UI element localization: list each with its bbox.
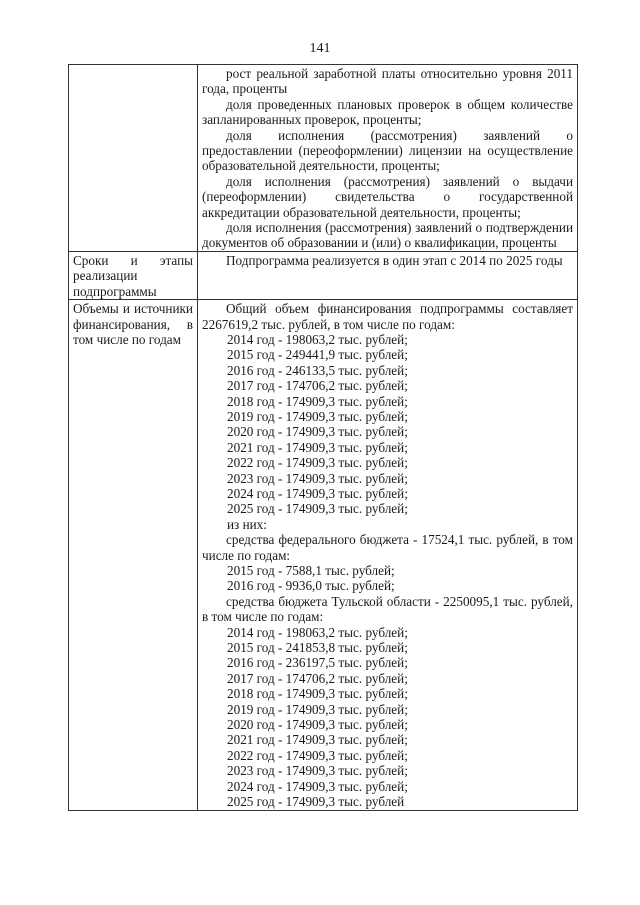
funding-regional-years [202,625,573,810]
funding-total-years [202,332,573,517]
funding-year-line: 2014 год - 198063,2 тыс. рублей; [227,331,408,347]
funding-year-line: 2014 год - 198063,2 тыс. рублей; [227,624,408,640]
stages-content-cell [198,251,578,299]
indicators-content-cell [198,65,578,252]
stages-text: Подпрограмма реализуется в один этап с 2014 по 2025 годы [226,252,563,268]
funding-of-them: из них: [227,516,267,532]
funding-year-line: 2025 год - 174909,3 тыс. рублей; [227,501,408,517]
funding-year-line: 2016 год - 9936,0 тыс. рублей; [227,578,395,594]
funding-year-line: 2023 год - 174909,3 тыс. рублей; [227,470,408,486]
subprogram-passport-table [68,64,578,811]
funding-regional-intro: средства бюджета Тульской области - 2250095,1 тыс. рублей, в том числе по годам: [202,593,573,625]
funding-year-line: 2025 год - 174909,3 тыс. рублей [227,794,405,810]
funding-row [69,300,578,810]
funding-year-line: 2016 год - 236197,5 тыс. рублей; [227,655,408,671]
indicator-item: доля исполнения (рассмотрения) заявлений о предоставлении (переоформлении) лицензии на осуществление образовательной деятельности, проценты; [202,127,573,174]
funding-year-line: 2016 год - 246133,5 тыс. рублей; [227,362,408,378]
funding-content-cell [198,300,578,810]
funding-year-line: 2018 год - 174909,3 тыс. рублей; [227,686,408,702]
indicator-item: рост реальной заработной платы относительно уровня 2011 года, проценты [202,66,573,97]
indicator-item: доля проведенных плановых проверок в общем количестве запланированных проверок, проценты; [202,96,573,128]
funding-year-line: 2019 год - 174909,3 тыс. рублей; [227,701,408,717]
funding-year-line: 2019 год - 174909,3 тыс. рублей; [227,408,408,424]
funding-total-intro: Общий объем финансирования подпрограммы составляет 2267619,2 тыс. рублей, в том числе по годам: [202,301,573,332]
funding-year-line: 2017 год - 174706,2 тыс. рублей; [227,378,408,394]
page-number: 141 [309,41,331,56]
funding-federal-years [202,563,573,594]
funding-year-line: 2020 год - 174909,3 тыс. рублей; [227,717,408,733]
funding-year-line: 2020 год - 174909,3 тыс. рублей; [227,424,408,440]
funding-year-line: 2017 год - 174706,2 тыс. рублей; [227,670,408,686]
funding-year-line: 2024 год - 174909,3 тыс. рублей; [227,778,408,794]
stages-label-cell: Сроки и этапы реализации подпрограммы [69,251,198,299]
funding-year-line: 2024 год - 174909,3 тыс. рублей; [227,485,408,501]
funding-year-line: 2021 год - 174909,3 тыс. рублей; [227,732,408,748]
indicator-item: доля исполнения (рассмотрения) заявлений о подтверждении документов об образовании и (или) о квалификации, проценты [202,220,573,251]
funding-year-line: 2022 год - 174909,3 тыс. рублей; [227,747,408,763]
funding-year-line: 2021 год - 174909,3 тыс. рублей; [227,439,408,455]
funding-year-line: 2023 год - 174909,3 тыс. рублей; [227,763,408,779]
funding-year-line: 2015 год - 241853,8 тыс. рублей; [227,640,408,656]
indicator-item: доля исполнения (рассмотрения) заявлений о выдачи (переоформлении) свидетельства о государственной аккредитации образовательной деятельности, проценты; [202,173,573,220]
funding-year-line: 2022 год - 174909,3 тыс. рублей; [227,455,408,471]
funding-label-cell: Объемы и источники финансирования, в том числе по годам [69,300,198,810]
stages-row [69,251,578,299]
funding-year-line: 2015 год - 249441,9 тыс. рублей; [227,347,408,363]
funding-federal-intro: средства федерального бюджета - 17524,1 тыс. рублей, в том числе по годам: [202,532,573,563]
indicators-label-cell [69,65,198,252]
funding-year-line: 2015 год - 7588,1 тыс. рублей; [227,563,395,578]
indicators-row [69,65,578,252]
funding-year-line: 2018 год - 174909,3 тыс. рублей; [227,393,408,409]
